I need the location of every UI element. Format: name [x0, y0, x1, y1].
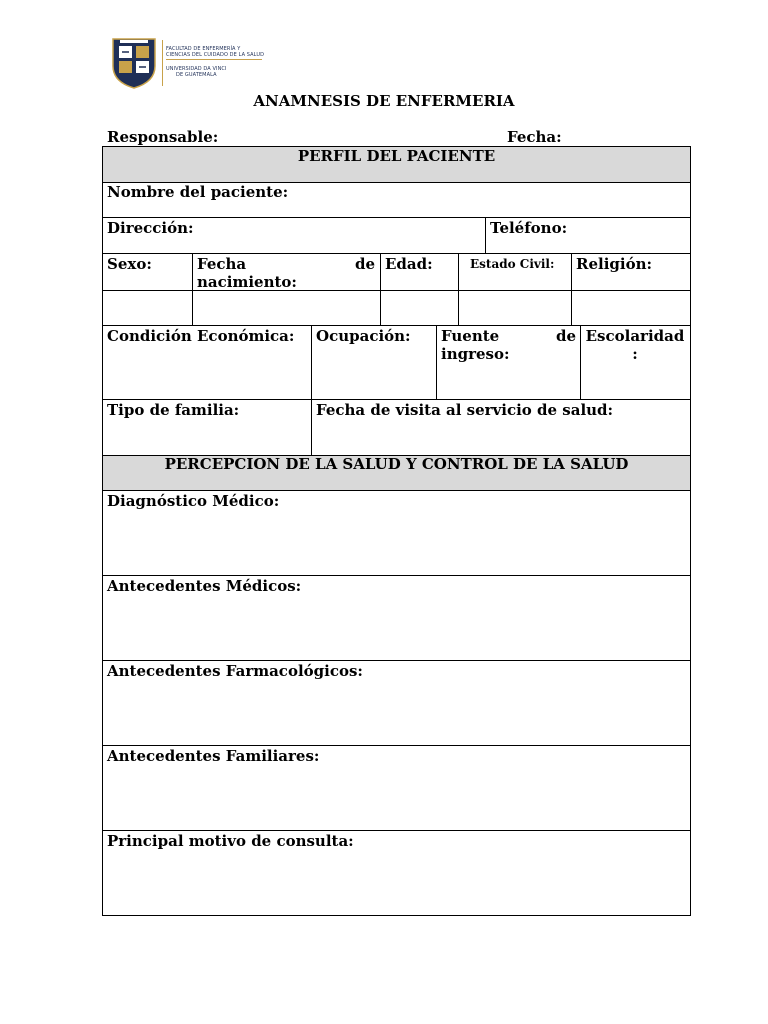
antecedentes-farmacologicos-label: Antecedentes Farmacológicos:: [107, 662, 363, 680]
motivo-consulta-label: Principal motivo de consulta:: [107, 832, 354, 850]
antecedentes-familiares-label: Antecedentes Familiares:: [107, 747, 320, 765]
edad-label: Edad:: [385, 255, 433, 273]
responsable-label: Responsable:: [107, 128, 219, 146]
condicion-economica-label: Condición Económica:: [107, 327, 295, 345]
fuente-de: de: [555, 327, 576, 345]
ingreso-word: ingreso:: [441, 345, 510, 363]
fecha-nac-de: de: [354, 255, 375, 273]
logo-text-faculty-2: CIENCIAS DEL CUIDADO DE LA SALUD: [166, 52, 265, 58]
telefono-label: Teléfono:: [490, 219, 568, 237]
fuente-ingreso-label: [441, 327, 576, 363]
religion-label: Religión:: [576, 255, 653, 273]
escolaridad-colon: :: [632, 345, 638, 363]
fecha-nacimiento-label: [197, 255, 375, 291]
tipo-familia-label: Tipo de familia:: [107, 401, 240, 419]
crest-icon: [110, 36, 158, 90]
logo-text-faculty: FACULTAD DE ENFERMERÍA Y: [166, 46, 241, 52]
perfil-section-title: PERFIL DEL PACIENTE: [297, 147, 496, 165]
logo-text-university: UNIVERSIDAD DA VINCI: [166, 66, 227, 72]
antecedentes-medicos-label: Antecedentes Médicos:: [107, 577, 302, 595]
nombre-paciente-label: Nombre del paciente:: [107, 183, 289, 201]
ocupacion-label: Ocupación:: [316, 327, 411, 345]
percepcion-section-title: PERCEPCION DE LA SALUD Y CONTROL DE LA SALUD: [164, 455, 629, 473]
diagnostico-medico-label: Diagnóstico Médico:: [107, 492, 280, 510]
fecha-label: Fecha:: [507, 128, 562, 146]
university-logo: [110, 36, 270, 92]
escolaridad-label: [585, 327, 685, 363]
fecha-visita-label: Fecha de visita al servicio de salud:: [316, 401, 614, 419]
sexo-label: Sexo:: [107, 255, 152, 273]
direccion-label: Dirección:: [107, 219, 194, 237]
logo-text-country: DE GUATEMALA: [176, 72, 217, 78]
fecha-nac-word-2: nacimiento:: [197, 273, 297, 291]
fecha-nac-word: Fecha: [197, 255, 247, 273]
escolaridad-word: Escolaridad: [585, 327, 685, 345]
estado-civil-label: Estado Civil:: [470, 257, 555, 271]
fuente-word: Fuente: [441, 327, 500, 345]
document-title: ANAMNESIS DE ENFERMERIA: [253, 92, 515, 110]
